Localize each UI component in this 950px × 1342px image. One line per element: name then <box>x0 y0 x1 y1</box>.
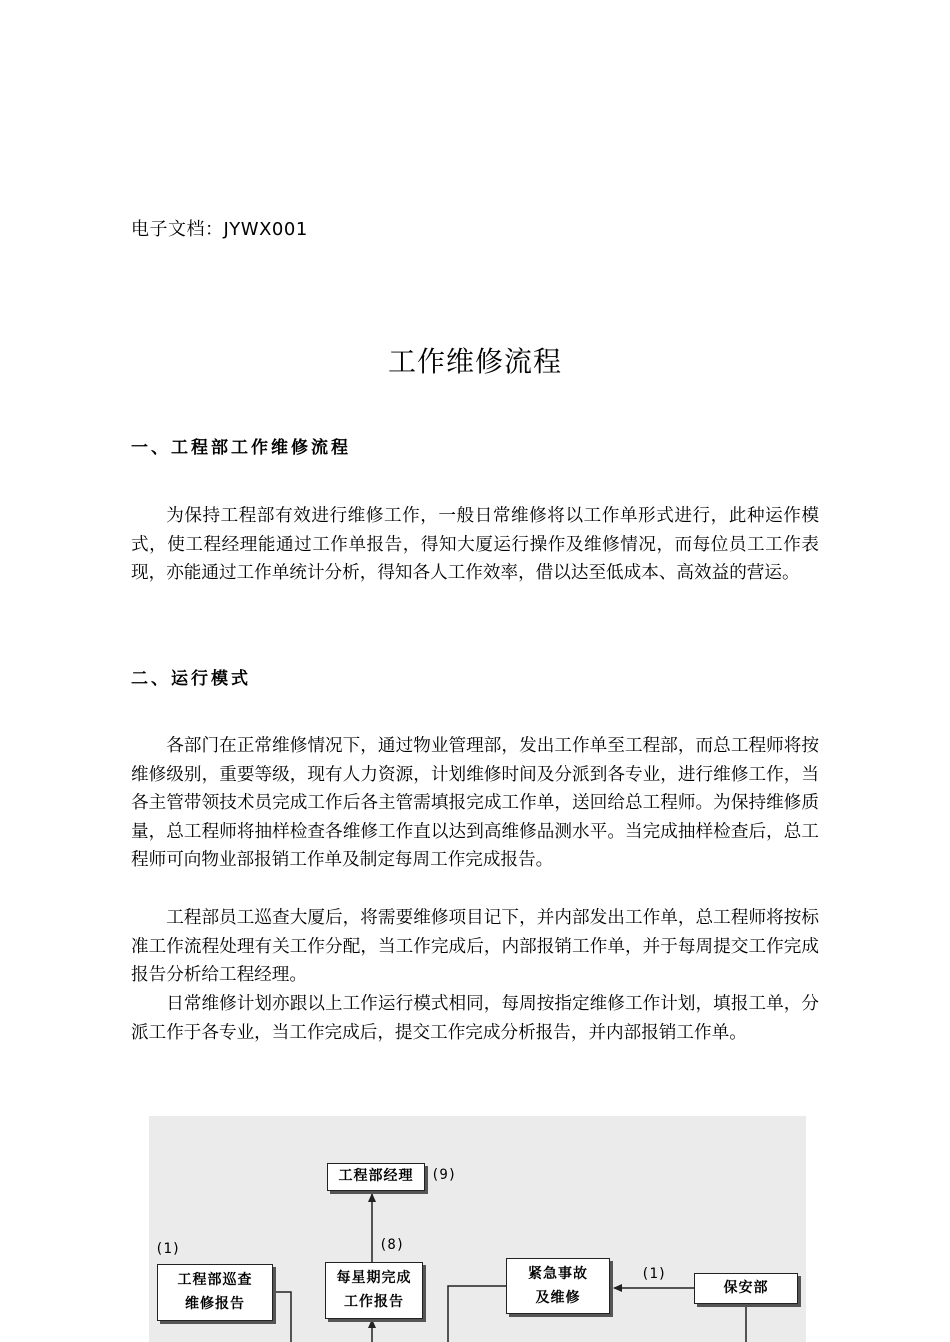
box-patrol-report-line-1: 工程部巡查 <box>177 1272 253 1288</box>
section-1-paragraph-1: 为保持工程部有效进行维修工作，一般日常维修将以工作单形式进行，此种运作模式，使工程经理能通过工作单报告，得知大厦运行操作及维修情况，而每位员工工作表现，亦能通过工作单统计分析，得知各人工作效率，借以达至低成本、高效益的营运。 <box>131 506 819 584</box>
box-emergency-repair <box>506 1258 610 1314</box>
document-id: 电子文档：JYWX001 <box>131 219 308 240</box>
box-emergency-repair-line-2: 及维修 <box>535 1290 581 1306</box>
document-title: 工作维修流程 <box>387 345 562 378</box>
line-emergency-down <box>448 1286 506 1342</box>
box-patrol-report <box>157 1264 273 1321</box>
tag-manager: (9) <box>431 1167 457 1183</box>
section-heading-2: 二、运行模式 <box>131 669 251 689</box>
box-engineering-manager-label: 工程部经理 <box>338 1168 414 1184</box>
box-patrol-report-line-2: 维修报告 <box>185 1296 245 1312</box>
maintenance-flowchart <box>149 1116 806 1342</box>
section-2-paragraph-3: 日常维修计划亦跟以上工作运行模式相同，每周按指定维修工作计划，填报工单，分派工作于各专业，当工作完成后，提交工作完成分析报告，并内部报销工作单。 <box>131 994 819 1043</box>
section-heading-1: 一、工程部工作维修流程 <box>131 438 351 458</box>
box-weekly-report-line-2: 工作报告 <box>344 1294 404 1310</box>
tag-security: (1) <box>641 1266 667 1282</box>
section-2-paragraph-2: 工程部员工巡查大厦后，将需要维修项目记下，并内部发出工作单，总工程师将按标准工作流程处理有关工作分配，当工作完成后，内部报销工作单，并于每周提交工作完成报告分析给工程经理。 <box>131 908 819 986</box>
box-weekly-report-line-1: 每星期完成 <box>336 1270 412 1286</box>
box-security-dept-label: 保安部 <box>723 1280 769 1296</box>
box-weekly-report <box>325 1262 423 1319</box>
tag-weekly: (8) <box>379 1237 405 1253</box>
box-engineering-manager <box>327 1163 425 1191</box>
box-security-dept <box>694 1273 798 1304</box>
line-patrol-down <box>273 1292 291 1342</box>
box-emergency-repair-line-1: 紧急事故 <box>528 1266 588 1282</box>
tag-patrol: (1) <box>155 1241 181 1257</box>
section-2-paragraph-1: 各部门在正常维修情况下，通过物业管理部，发出工作单至工程部，而总工程师将按维修级别，重要等级，现有人力资源，计划维修时间及分派到各专业，进行维修工作，当各主管带领技术员完成工作后各主管需填报完成工作单，送回给总工程师。为保持维修质量，总工程师将抽样检查各维修工作直以达到高维修品测水平。当完成抽样检查后，总工程师可向物业部报销工作单及制定每周工作完成报告。 <box>131 736 819 871</box>
